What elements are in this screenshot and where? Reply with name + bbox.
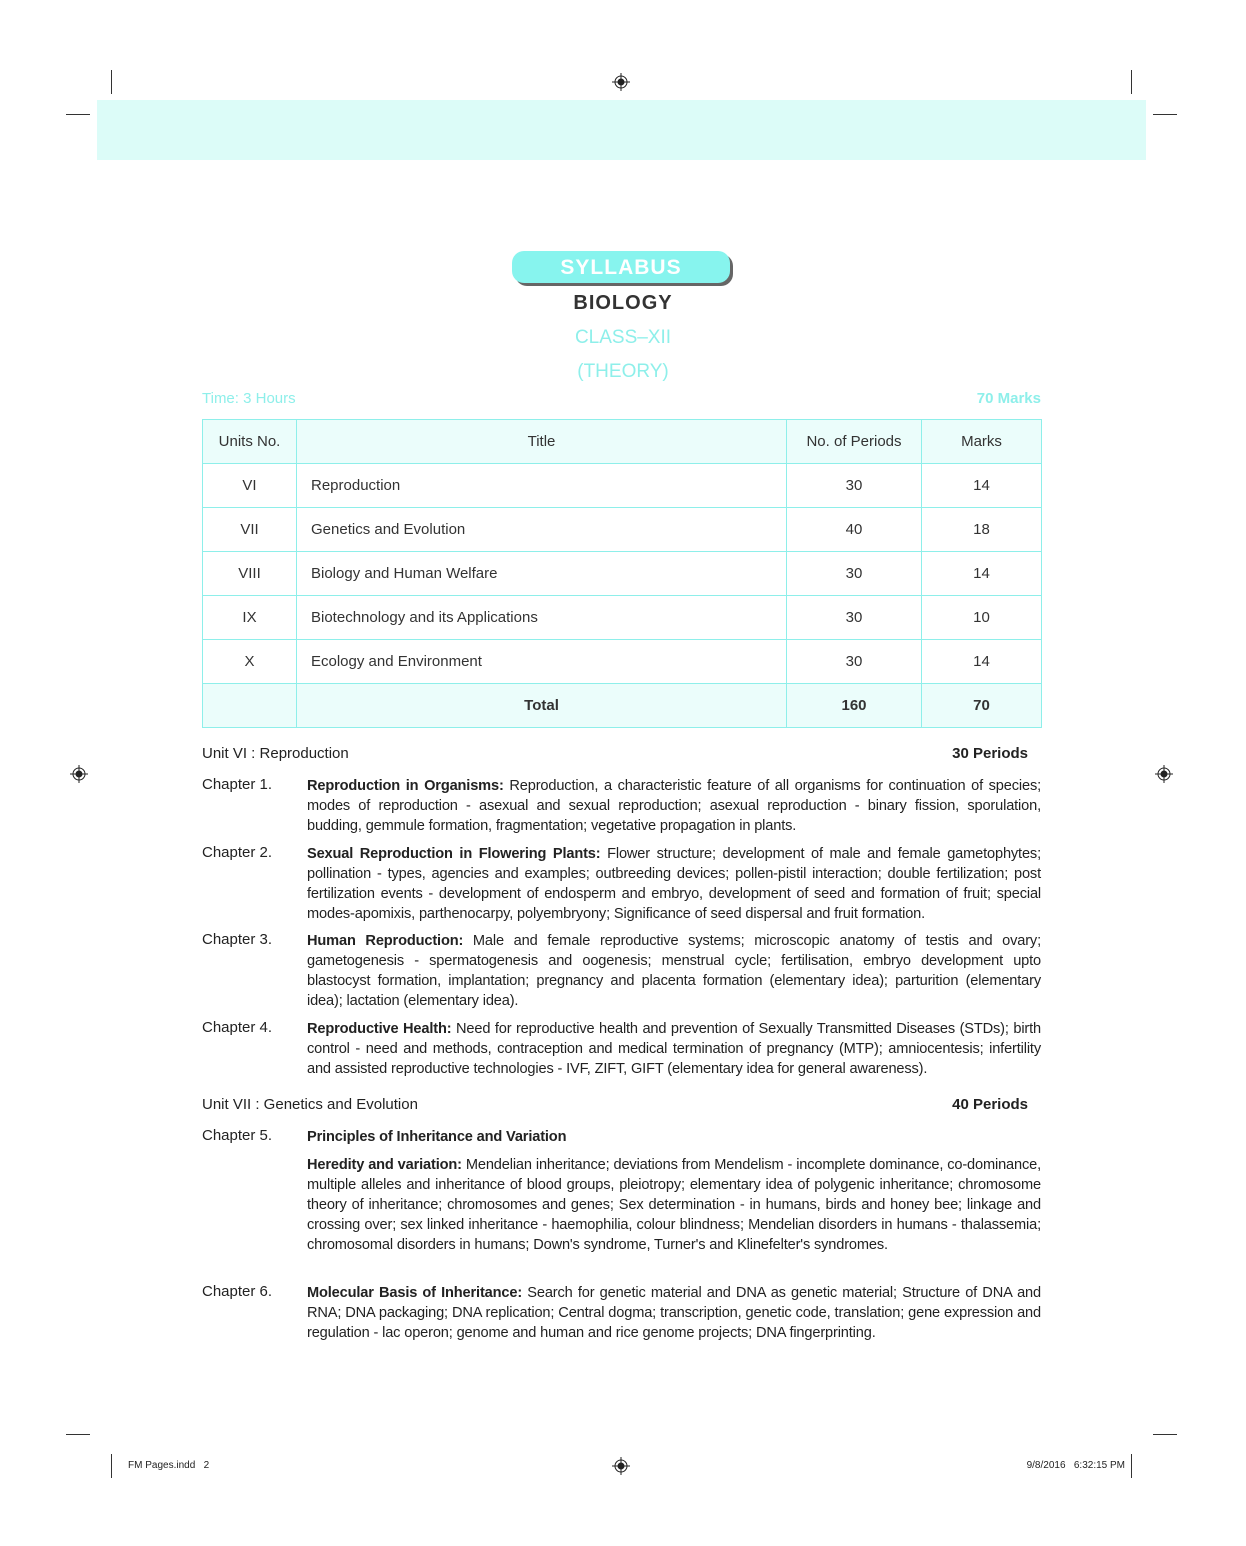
cell-marks: 10 (922, 596, 1042, 640)
cell-periods: 30 (787, 640, 922, 684)
header-units: Units No. (203, 420, 297, 464)
unit-heading (202, 1096, 1028, 1113)
crop-mark (1153, 114, 1177, 115)
unit-periods: 30 Periods (952, 745, 1028, 762)
unit-title: Unit VI : Reproduction (202, 745, 349, 762)
chapter-label: Chapter 5. (202, 1127, 273, 1144)
chapter-text: Search for genetic material and DNA as genetic material; Structure of DNA and RNA; DNA packaging; DNA replication; Central dogma; transcription, genetic code, translation; gene expression and regulation - lac operon; genome and human and rice genome projects; DNA fingerprinting. (307, 1285, 1041, 1341)
cell-periods: 40 (787, 508, 922, 552)
class-label: CLASS–XII (574, 327, 672, 348)
table-row (203, 640, 1042, 684)
cell-unit: IX (203, 596, 297, 640)
chapter-label: Chapter 6. (202, 1283, 273, 1300)
cell-marks: 14 (922, 640, 1042, 684)
table-row (203, 464, 1042, 508)
crop-mark (1131, 70, 1132, 94)
unit-periods: 40 Periods (952, 1096, 1028, 1113)
cell-title: Reproduction (297, 464, 787, 508)
chapter-text: Need for reproductive health and prevention of Sexually Transmitted Diseases (STDs); birth control - need and methods, contraception and medical termination of pregnancy (MTP); amniocentesis; infertility and assisted reproductive technologies - IVF, ZIFT, GIFT (elementary idea for general awareness). (307, 1021, 1041, 1077)
table-row (203, 552, 1042, 596)
total-empty (203, 684, 297, 728)
theory-label: (THEORY) (577, 361, 669, 382)
chapter-heading: Sexual Reproduction in Flowering Plants: (307, 846, 601, 862)
crop-mark (1153, 1434, 1177, 1435)
syllabus-badge: SYLLABUS (512, 251, 730, 283)
total-periods: 160 (787, 684, 922, 728)
header-title: Title (297, 420, 787, 464)
chapter-label: Chapter 2. (202, 844, 273, 861)
footer-timestamp: 9/8/2016 6:32:15 PM (1026, 1460, 1125, 1471)
header-marks: Marks (922, 420, 1042, 464)
crop-mark (66, 114, 90, 115)
chapter-heading (307, 1127, 1041, 1147)
marks-label: 70 Marks (976, 390, 1041, 407)
registration-mark-icon (1155, 765, 1173, 783)
chapter-body (307, 844, 1041, 924)
crop-mark (66, 1434, 90, 1435)
footer-filename: FM Pages.indd 2 (128, 1460, 210, 1471)
chapter-heading: Molecular Basis of Inheritance: (307, 1285, 523, 1301)
table-row (203, 596, 1042, 640)
cell-marks: 14 (922, 464, 1042, 508)
cell-marks: 18 (922, 508, 1042, 552)
table-total-row (203, 684, 1042, 728)
chapter-heading: Reproduction in Organisms: (307, 778, 504, 794)
header-periods: No. of Periods (787, 420, 922, 464)
table-header-row (203, 420, 1042, 464)
table-row (203, 508, 1042, 552)
time-label: Time: 3 Hours (202, 390, 296, 407)
chapter-text: Reproduction, a characteristic feature of all organisms for continuation of species; modes of reproduction - asexual and sexual reproduction; asexual reproduction - binary fission, sporulation, budding, gemmule formation, fragmentation; vegetative propagation in plants. (307, 778, 1041, 834)
total-marks: 70 (922, 684, 1042, 728)
header-band (97, 100, 1146, 160)
total-label: Total (297, 684, 787, 728)
cell-marks: 14 (922, 552, 1042, 596)
chapter-body (307, 1283, 1041, 1343)
chapter-text: Flower structure; development of male and female gametophytes; pollination - types, agencies and examples; outbreeding devices; pollen-pistil interaction; double fertilization; post fertilization events - development of endosperm and embryo, development of seed and formation of fruit; special modes-apomixis, parthenocarpy, polyembryony; Significance of seed dispersal and fruit formation. (307, 846, 1041, 922)
chapter-body (307, 1019, 1041, 1079)
subject-title: BIOLOGY (573, 292, 673, 314)
chapter-heading-text: Principles of Inheritance and Variation (307, 1129, 567, 1145)
chapter-body (307, 931, 1041, 1011)
unit-title: Unit VII : Genetics and Evolution (202, 1096, 418, 1113)
chapter-heading: Human Reproduction: (307, 933, 464, 949)
cell-title: Biotechnology and its Applications (297, 596, 787, 640)
cell-periods: 30 (787, 552, 922, 596)
chapter-body (307, 776, 1041, 836)
crop-mark (111, 70, 112, 94)
chapter-label: Chapter 3. (202, 931, 273, 948)
cell-unit: VII (203, 508, 297, 552)
cell-unit: VI (203, 464, 297, 508)
cell-unit: X (203, 640, 297, 684)
chapter-text: Mendelian inheritance; deviations from Mendelism - incomplete dominance, co-dominance, multiple alleles and inheritance of blood groups, pleiotropy; elementary idea of polygenic inheritance; chromosome theory of inheritance; chromosomes and genes; Sex determination - in humans, birds and honey bee; linkage and crossing over; sex linked inheritance - haemophilia, colour blindness; Mendelian disorders in humans - thalassemia; chromosomal disorders in humans; Down's syndrome, Turner's and Klinefelter's syndromes. (307, 1157, 1042, 1253)
chapter-subheading: Heredity and variation: (307, 1157, 462, 1173)
cell-unit: VIII (203, 552, 297, 596)
registration-mark-icon (612, 1457, 630, 1475)
cell-title: Genetics and Evolution (297, 508, 787, 552)
cell-periods: 30 (787, 464, 922, 508)
crop-mark (111, 1454, 112, 1478)
chapter-heading: Reproductive Health: (307, 1021, 452, 1037)
crop-mark (1131, 1454, 1132, 1478)
registration-mark-icon (70, 765, 88, 783)
chapter-text: Male and female reproductive systems; microscopic anatomy of testis and ovary; gametogenesis - spermatogenesis and oogenesis; menstrual cycle; fertilisation, embryo development upto blastocyst formation, implantation; pregnancy and placenta formation (elementary idea); parturition (elementary idea); lactation (elementary idea). (307, 933, 1041, 1009)
cell-title: Biology and Human Welfare (297, 552, 787, 596)
chapter-body (307, 1155, 1041, 1255)
chapter-label: Chapter 1. (202, 776, 273, 793)
units-table (202, 419, 1042, 728)
cell-periods: 30 (787, 596, 922, 640)
cell-title: Ecology and Environment (297, 640, 787, 684)
chapter-label: Chapter 4. (202, 1019, 273, 1036)
registration-mark-icon (612, 73, 630, 91)
unit-heading (202, 745, 1028, 762)
